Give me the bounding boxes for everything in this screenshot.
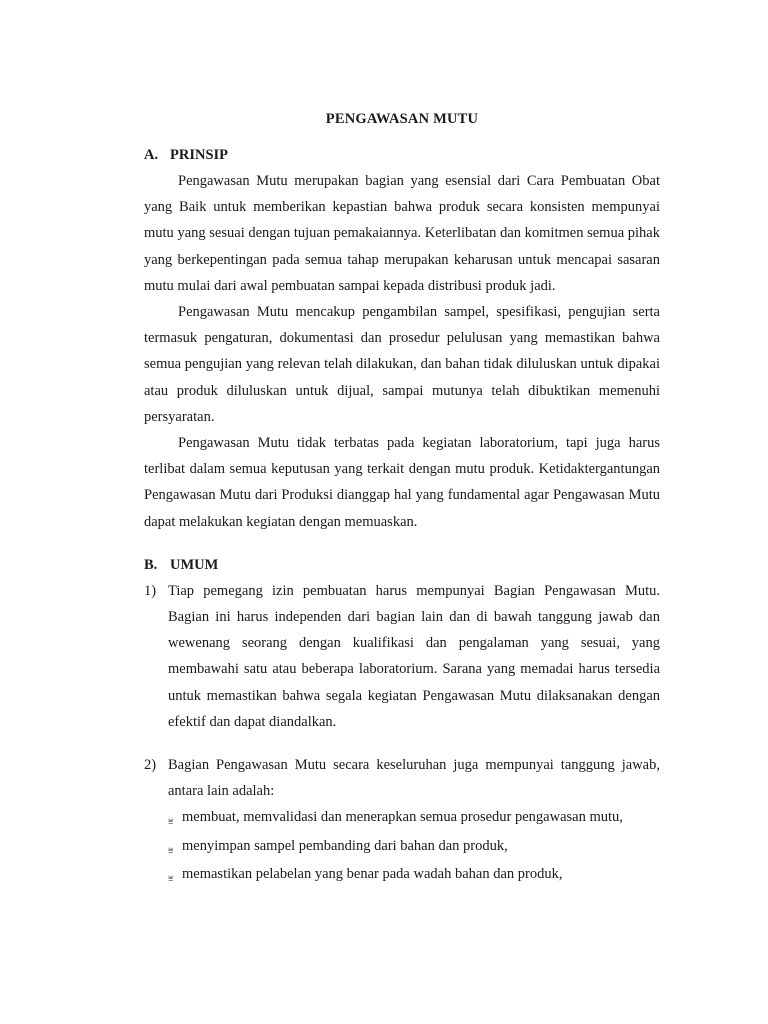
document-title: PENGAWASAN MUTU <box>325 111 479 127</box>
section-a-paragraph-1: Pengawasan Mutu merupakan bagian yang esensial dari Cara Pembuatan Obat yang Baik untuk memberikan kepastian bahwa produk secara konsisten mempunyai mutu yang sesuai dengan tujuan pemakaiannya. Keterlibatan dan komitmen semua pihak yang berkepentingan pada semua tahap merupakan keharusan untuk mencapai sasaran mutu mulai dari awal pembuatan sampai kepada distribusi produk jadi. <box>144 173 660 294</box>
item-number: 1) <box>144 582 157 599</box>
section-a-title: PRINSIP <box>170 147 229 163</box>
item-text: Tiap pemegang izin pembuatan harus mempunyai Bagian Pengawasan Mutu. Bagian ini harus independen dari bagian lain dan di bawah tanggung jawab dan wewenang seorang dengan kualifikasi dan pengalaman yang sesuai, yang membawahi satu atau beberapa laboratorium. Sarana yang memadai harus tersedia untuk memastikan bahwa segala kegiatan Pengawasan Mutu dilaksanakan dengan efektif dan dapat diandalkan. <box>168 582 660 730</box>
list-item <box>168 861 660 889</box>
list-item-text: memastikan pelabelan yang benar pada wadah bahan dan produk, <box>182 865 563 882</box>
spacer <box>144 535 660 552</box>
item-number: 2) <box>144 757 157 774</box>
spacer <box>144 735 660 752</box>
list-item <box>168 833 660 861</box>
section-a-paragraph-3: Pengawasan Mutu tidak terbatas pada kegiatan laboratorium, tapi juga harus terlibat dalam semua keputusan yang terkait dengan mutu produk. Ketidaktergantungan Pengawasan Mutu dari Produksi dianggap hal yang fundamental agar Pengawasan Mutu dapat melakukan kegiatan dengan memuaskan. <box>144 435 660 530</box>
bullet-icon: ⩸ <box>168 873 174 884</box>
numbered-item-1 <box>144 578 660 735</box>
section-a-heading <box>144 142 660 168</box>
responsibility-list <box>144 804 660 889</box>
bullet-icon: ⩸ <box>168 817 174 828</box>
section-a-paragraph-2: Pengawasan Mutu mencakup pengambilan sampel, spesifikasi, pengujian serta termasuk pengaturan, dokumentasi dan prosedur pelulusan yang memastikan bahwa semua pengujian yang relevan telah dilakukan, dan bahan tidak diluluskan untuk dipakai atau produk diluluskan untuk dijual, sampai mutunya telah dibuktikan memenuhi persyaratan. <box>144 304 660 425</box>
section-b-heading <box>144 552 660 578</box>
list-item <box>168 804 660 832</box>
document-page <box>144 106 660 889</box>
section-b-title: UMUM <box>170 556 219 573</box>
section-b-letter: B. <box>144 556 158 573</box>
list-item-text: menyimpan sampel pembanding dari bahan dan produk, <box>182 837 508 854</box>
bullet-icon: ⩸ <box>168 845 174 856</box>
item-text: Bagian Pengawasan Mutu secara keseluruhan juga mempunyai tanggung jawab, antara lain adalah: <box>168 757 660 800</box>
list-item-text: membuat, memvalidasi dan menerapkan semua prosedur pengawasan mutu, <box>182 809 623 826</box>
numbered-item-2 <box>144 752 660 804</box>
section-a-letter: A. <box>144 147 159 163</box>
